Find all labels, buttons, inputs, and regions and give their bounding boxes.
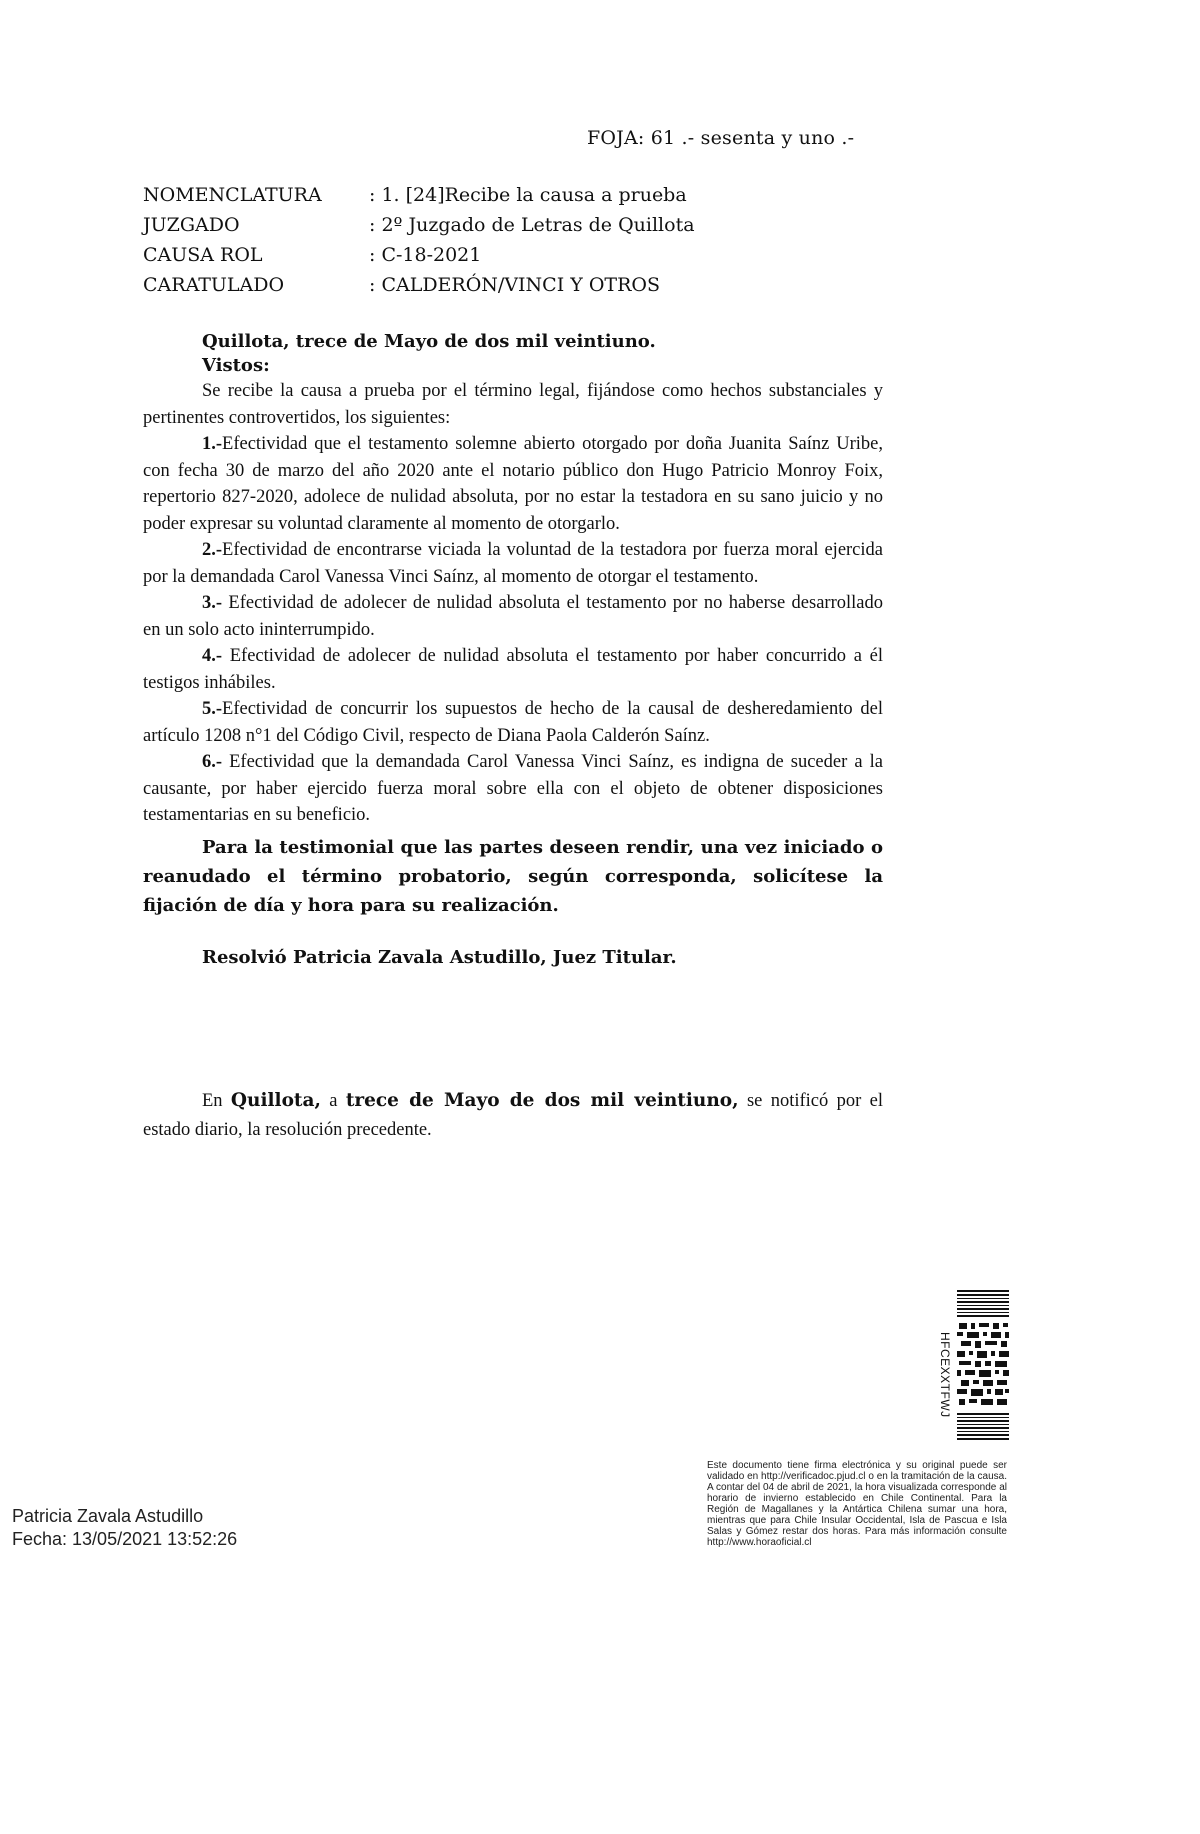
fact-number: 2.-: [202, 540, 223, 560]
fact-text: Efectividad que el testamento solemne abierto otorgado por doña Juanita Saínz Uribe, con fecha 30 de marzo del año 2020 ante el notario público don Hugo Patricio Monroy Foix, repertorio 827-2020, adolece de nulidad absoluta, por no estar la testadora en su sano juicio y no poder expresar su voluntad claramente al momento de otorgarlo.: [143, 434, 883, 534]
signature-block: [12, 1505, 237, 1551]
case-metadata: [143, 180, 695, 300]
fact-item-2: [143, 537, 883, 590]
fact-text: Efectividad de adolecer de nulidad absoluta el testamento por haber concurrido a él testigos inhábiles.: [143, 646, 883, 693]
meta-row-caratulado: [143, 270, 695, 300]
verification-code: [936, 1332, 952, 1432]
notification-place: Quillota,: [230, 1090, 321, 1111]
fact-number: 6.-: [202, 752, 223, 772]
fact-number: 1.-: [202, 434, 223, 454]
fact-number: 4.-: [202, 646, 223, 666]
verification-code-text: HFCEXXTFWJ: [938, 1332, 952, 1418]
fact-number: 5.-: [202, 699, 223, 719]
meta-value: : 2º Juzgado de Letras de Quillota: [369, 214, 695, 236]
meta-label: CAUSA ROL: [143, 244, 263, 266]
meta-value: : C-18-2021: [369, 244, 482, 266]
resolution-date: Quillota, trece de Mayo de dos mil veintiuno.: [202, 331, 656, 352]
meta-value: : 1. [24]Recibe la causa a prueba: [369, 184, 687, 206]
barcode-icon: [957, 1290, 1009, 1440]
notification-date: trece de Mayo de dos mil veintiuno,: [345, 1090, 739, 1111]
meta-label: CARATULADO: [143, 274, 285, 296]
notification-prefix: En: [202, 1091, 231, 1111]
signer-name: Patricia Zavala Astudillo: [12, 1506, 204, 1526]
notification-suffix: se notificó por el estado diario, la resolución precedente.: [143, 1091, 884, 1140]
meta-label: NOMENCLATURA: [143, 184, 322, 206]
fact-text: Efectividad de concurrir los supuestos de hecho de la causal de desheredamiento del artículo 1208 n°1 del Código Civil, respecto de Diana Paola Calderón Saínz.: [143, 699, 883, 746]
resolution-body: [143, 330, 883, 970]
intro-paragraph: Se recibe la causa a prueba por el término legal, fijándose como hechos substanciales y pertinentes controvertidos, los siguientes:: [143, 381, 883, 428]
fact-text: Efectividad de adolecer de nulidad absoluta el testamento por no haberse desarrollado en un solo acto ininterrumpido.: [143, 593, 883, 640]
meta-row-causa-rol: [143, 240, 695, 270]
resolvio-line: Resolvió Patricia Zavala Astudillo, Juez Titular.: [202, 946, 677, 968]
fact-number: 3.-: [202, 593, 223, 613]
fact-item-1: [143, 431, 883, 537]
fact-item-5: [143, 696, 883, 749]
meta-label: JUZGADO: [143, 214, 240, 236]
barcode-graphic: [957, 1290, 1009, 1440]
fact-item-3: [143, 590, 883, 643]
signature-datetime: Fecha: 13/05/2021 13:52:26: [12, 1529, 238, 1549]
notification-paragraph: [143, 1086, 883, 1145]
testimonial-paragraph: Para la testimonial que las partes deseen rendir, una vez iniciado o reanudado el término probatorio, según corresponda, solicítese la fijación de día y hora para su realización.: [143, 836, 883, 916]
meta-value: : CALDERÓN/VINCI Y OTROS: [369, 274, 660, 296]
fact-text: Efectividad que la demandada Carol Vanessa Vinci Saínz, es indigna de suceder a la causante, por haber ejercido fuerza moral sobre ella con el objeto de obtener disposiciones testamentarias en su beneficio.: [143, 752, 883, 825]
foja-header: FOJA: 61 .- sesenta y uno .-: [587, 127, 855, 149]
fact-text: Efectividad de encontrarse viciada la voluntad de la testadora por fuerza moral ejercida por la demandada Carol Vanessa Vinci Saínz, al momento de otorgar el testamento.: [143, 540, 883, 587]
fact-item-6: [143, 749, 883, 829]
electronic-signature-disclaimer: Este documento tiene firma electrónica y su original puede ser validado en http://verificadoc.pjud.cl o en la tramitación de la causa. A contar del 04 de abril de 2021, la hora visualizada corresponde al horario de invierno establecido en Chile Continental. Para la Región de Magallanes y la Antártica Chilena sumar una hora, mientras que para Chile Insular Occidental, Isla de Pascua e Isla Salas y Gómez restar dos horas. Para más información consulte http://www.horaoficial.cl: [707, 1460, 1007, 1548]
meta-row-juzgado: [143, 210, 695, 240]
meta-row-nomenclatura: [143, 180, 695, 210]
vistos-heading: Vistos:: [202, 355, 270, 376]
notification-mid: a: [320, 1091, 346, 1111]
fact-item-4: [143, 643, 883, 696]
